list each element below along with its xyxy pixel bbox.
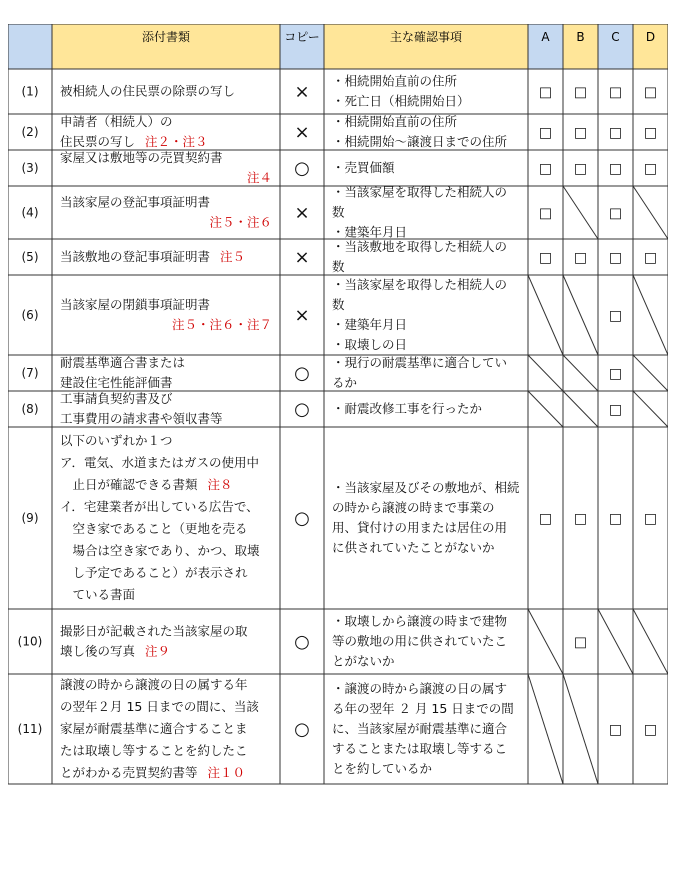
doc-note: 注９ [145,643,171,659]
confirm-line: に供されていたことがないか [332,540,495,555]
checkbox-b: □ [573,84,588,101]
row-number: (6) [21,308,39,322]
confirm-line: ・相続開始～譲渡日までの住所 [332,134,508,149]
confirm-line: ・当該家屋を取得した相続人の [332,277,508,292]
checkbox-a: □ [538,125,553,141]
doc-line: 耐震基準適合書または [60,355,186,370]
doc-note: 注５ [220,249,246,264]
checkbox-c: □ [608,84,623,101]
checkbox-c: □ [608,161,623,177]
confirm-line: る年の翌年 ２ 月 15 日までの間 [332,701,514,716]
row-number: (2) [21,125,39,139]
confirm-line: ・取壊しから譲渡の時まで建物 [332,613,508,629]
doc-line: たは取壊し等することを約したこ [60,743,248,758]
not-applicable-slash [563,391,598,427]
row-number: (4) [21,205,39,220]
copy-mark: × [294,122,310,143]
checkbox-d: □ [643,250,658,266]
confirm-line: に、当該家屋が耐震基準に適合 [332,721,508,736]
not-applicable-slash [528,674,563,784]
row-number: (11) [17,722,43,736]
confirm-line: とを約しているか [332,761,433,776]
doc-note: 注５・注６・注７ [171,317,272,332]
row-number: (5) [21,250,39,264]
row-number: (10) [17,634,43,649]
copy-mark: ○ [294,631,310,653]
doc-note: 注２・注３ [145,134,208,149]
header-docs: 添付書類 [141,30,191,44]
doc-line: 当該敷地の登記事項証明書 [60,249,211,264]
confirm-line: 数 [332,297,345,312]
checkbox-a: □ [538,84,553,101]
doc-line: 以下のいずれか１つ [60,433,173,448]
checkbox-c: □ [608,511,623,527]
confirm-line: ・当該敷地を取得した相続人の [332,239,508,254]
doc-note: 注４ [246,170,272,185]
confirm-line: ・当該家屋を取得した相続人の [332,184,508,200]
doc-line: 工事費用の請求書や領収書等 [60,411,223,426]
checkbox-c: □ [608,308,623,324]
confirm-line: ・取壊しの日 [332,337,408,352]
checkbox-d: □ [643,722,658,738]
confirm-line: の時から譲渡の時まで事業の [332,500,495,515]
row-number: (3) [21,161,39,175]
confirm-line: ・売買価額 [332,160,395,175]
doc-line: 被相続人の住民票の除票の写し [60,83,236,99]
checkbox-d: □ [643,161,658,177]
doc-line: 家屋又は敷地等の売買契約書 [60,150,223,165]
doc-line: 壊し後の写真 [60,643,136,659]
checkbox-a: □ [538,161,553,177]
row-number: (8) [21,402,39,416]
confirm-line: ・相続開始直前の住所 [332,73,458,89]
confirm-line: ・建築年月日 [332,317,408,332]
doc-line: の翌年２月 15 日までの間に、当該 [60,699,259,714]
copy-mark: × [294,247,310,268]
copy-mark: × [294,81,310,103]
header-col-d: D [645,30,656,44]
not-applicable-slash [528,275,563,355]
row-number: (1) [21,84,39,99]
doc-line: 止日が確認できる書類 [60,477,198,492]
doc-line: ア．電気、水道またはガスの使用中 [60,455,260,470]
confirm-line: 用、貸付けの用または居住の用 [332,520,508,535]
copy-mark: ○ [294,363,310,384]
row-number: (9) [21,511,39,525]
checkbox-a: □ [538,250,553,266]
checkbox-d: □ [643,125,658,141]
checkbox-b: □ [573,125,588,141]
doc-line: し予定であること）が表示され [60,565,248,580]
copy-mark: × [294,202,310,224]
checkbox-d: □ [643,511,658,527]
confirm-line: することまたは取壊し等するこ [332,741,508,756]
confirm-line: ・建築年月日 [332,224,408,240]
not-applicable-slash [598,609,633,674]
not-applicable-slash [633,355,668,391]
not-applicable-slash [563,186,598,239]
doc-line: ている書面 [60,587,136,602]
checkbox-b: □ [573,250,588,266]
checkbox-c: □ [608,402,623,418]
checkbox-a: □ [538,205,553,222]
doc-line: 住民票の写し [60,134,136,149]
confirm-line: ・現行の耐震基準に適合してい [332,355,508,370]
checkbox-c: □ [608,250,623,266]
not-applicable-slash [633,186,668,239]
not-applicable-slash [563,674,598,784]
doc-line: 撮影日が記載された当該家屋の取 [60,623,248,639]
not-applicable-slash [633,275,668,355]
confirm-line: 等の敷地の用に供されていたこ [332,633,508,649]
header-col-a: A [541,30,550,44]
copy-mark: ○ [294,158,310,179]
confirm-line: ・当該家屋及びその敷地が、相続 [332,480,520,495]
doc-line: 当該家屋の登記事項証明書 [60,194,211,210]
checkbox-b: □ [573,161,588,177]
copy-mark: ○ [294,719,310,740]
confirm-line: 数 [332,204,345,220]
not-applicable-slash [528,609,563,674]
doc-note: 注５・注６ [209,214,272,230]
doc-note: 注１０ [207,765,246,780]
row-number: (7) [21,366,39,380]
doc-line: 家屋が耐震基準に適合することま [60,721,248,736]
doc-line: 当該家屋の閉鎖事項証明書 [60,297,211,312]
header-cell-no [8,24,52,69]
header-col-c: C [611,30,620,44]
checkbox-d: □ [643,84,658,101]
checkbox-c: □ [608,366,623,382]
doc-line: 空き家であること（更地を売る [60,521,248,536]
copy-mark: ○ [294,399,310,420]
not-applicable-slash [633,391,668,427]
checkbox-c: □ [608,125,623,141]
not-applicable-slash [633,609,668,674]
doc-line: 場合は空き家であり、かつ、取壊 [60,543,260,558]
checkbox-b: □ [573,634,588,651]
doc-line: とがわかる売買契約書等 [60,765,198,780]
doc-line: 建設住宅性能評価書 [60,375,173,390]
doc-line: イ．宅建業者が出している広告で、 [60,499,259,514]
checkbox-c: □ [608,205,623,222]
confirm-line: るか [332,375,358,390]
confirm-line: ・耐震改修工事を行ったか [332,401,483,416]
confirm-line: ・譲渡の時から譲渡の日の属す [332,681,508,696]
doc-line: 申請者（相続人）の [60,114,173,129]
confirm-line: 数 [332,259,345,274]
not-applicable-slash [528,355,563,391]
confirmation-table [8,24,668,884]
confirm-line: とがないか [332,653,395,669]
header-col-b: B [576,30,585,44]
copy-mark: ○ [294,508,310,529]
doc-line: 工事請負契約書及び [60,391,173,406]
copy-mark: × [294,305,310,326]
not-applicable-slash [528,391,563,427]
checkbox-a: □ [538,511,553,527]
confirm-line: ・相続開始直前の住所 [332,114,458,129]
not-applicable-slash [563,275,598,355]
doc-note: 注８ [207,477,233,492]
not-applicable-slash [563,355,598,391]
confirm-line: ・死亡日（相続開始日） [332,93,470,109]
checkbox-c: □ [608,722,623,738]
header-confirm: 主な確認事項 [389,30,463,44]
checkbox-b: □ [573,511,588,527]
doc-line: 譲渡の時から譲渡の日の属する年 [60,677,248,692]
header-copy: コピー [284,30,320,44]
